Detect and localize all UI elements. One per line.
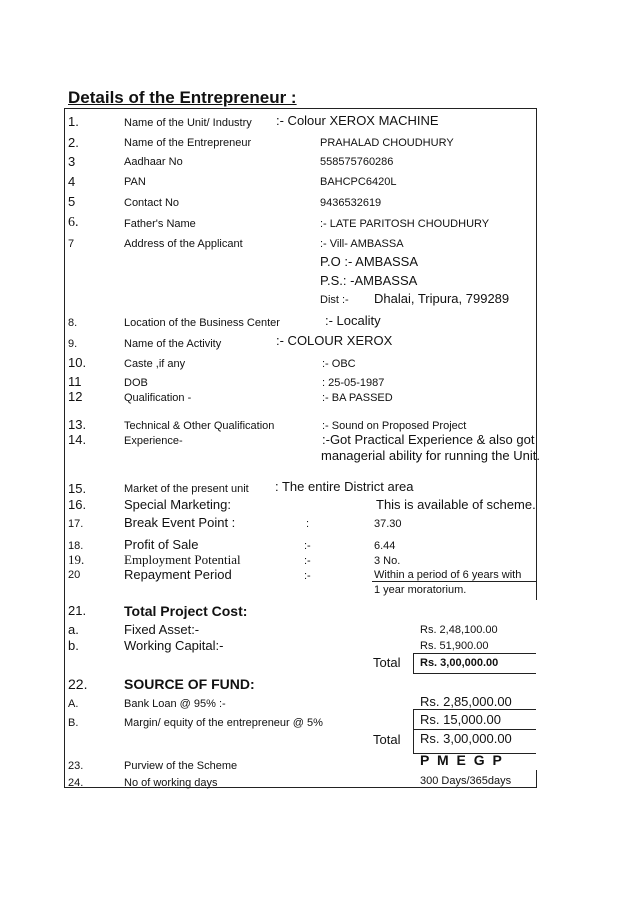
table-border-right	[536, 108, 537, 600]
row-3-number: 3	[68, 154, 76, 169]
row-15-number: 15.	[68, 481, 87, 496]
address-dist-label: Dist :-	[320, 294, 349, 306]
row-17-label: Break Event Point :	[124, 515, 236, 530]
row-11-number: 11	[68, 374, 82, 389]
row-12-label: Qualification -	[124, 392, 192, 404]
row-19-colon: :-	[304, 555, 311, 567]
row-19-number: 19.	[68, 552, 85, 567]
row-18-value: 6.44	[374, 540, 396, 552]
project-cost-heading: Total Project Cost:	[124, 603, 248, 619]
project-cost-a-value: Rs. 2,48,100.00	[420, 624, 498, 636]
row-24-number: 24.	[68, 777, 84, 789]
row-14-value: :-Got Practical Experience & also got	[322, 432, 535, 447]
page-title: Details of the Entrepreneur :	[68, 88, 297, 107]
row-18-colon: :-	[304, 540, 311, 552]
row-8-number: 8.	[68, 317, 78, 329]
repayment-underline	[372, 581, 536, 582]
project-cost-total-label: Total	[373, 655, 401, 670]
fund-rule-2	[413, 729, 536, 730]
row-4-value: BAHCPC6420L	[320, 176, 397, 188]
row-20-number: 20	[68, 569, 81, 581]
row-23-value: P M E G P	[420, 752, 504, 768]
row-8-value: :- Locality	[325, 313, 381, 328]
row-6-value: :- LATE PARITOSH CHOUDHURY	[320, 218, 490, 230]
row-7-number: 7	[68, 238, 75, 250]
fund-b-value: Rs. 15,000.00	[420, 712, 501, 727]
table-border-left	[64, 108, 65, 788]
fund-b-label: Margin/ equity of the entrepreneur @ 5%	[124, 717, 323, 729]
row-2-label: Name of the Entrepreneur	[124, 137, 252, 149]
row-11-label: DOB	[124, 377, 148, 389]
row-5-number: 5	[68, 194, 76, 209]
row-7-value: :- Vill- AMBASSA	[320, 238, 404, 250]
row-19-value: 3 No.	[374, 555, 401, 567]
fund-a-label: Bank Loan @ 95% :-	[124, 698, 226, 710]
row-7-label: Address of the Applicant	[124, 238, 243, 250]
row-16-value: This is available of scheme.	[376, 497, 536, 512]
row-1-value: :- Colour XEROX MACHINE	[276, 113, 439, 128]
row-23-label: Purview of the Scheme	[124, 760, 238, 772]
row-15-value: : The entire District area	[275, 479, 414, 494]
row-1-label: Name of the Unit/ Industry	[124, 117, 252, 129]
row-13-label: Technical & Other Qualification	[124, 420, 275, 432]
experience-line-2: managerial ability for running the Unit.	[321, 448, 540, 463]
address-ps: P.S.: -AMBASSA	[320, 273, 418, 288]
project-cost-total-rule-left	[413, 653, 414, 673]
project-cost-a-number: a.	[68, 622, 79, 637]
row-21-number: 21.	[68, 603, 87, 618]
address-po: P.O :- AMBASSA	[320, 254, 419, 269]
row-4-label: PAN	[124, 176, 146, 188]
project-cost-total-rule-top	[413, 653, 536, 654]
row-15-label: Market of the present unit	[124, 483, 249, 495]
row-20-value: Within a period of 6 years with	[374, 569, 522, 581]
row-13-value: :- Sound on Proposed Project	[322, 420, 467, 432]
row-20-colon: :-	[304, 570, 311, 582]
source-of-fund-heading: SOURCE OF FUND:	[124, 676, 255, 692]
row-24-label: No of working days	[124, 777, 218, 789]
row-16-label: Special Marketing:	[124, 497, 231, 512]
row-10-value: :- OBC	[322, 358, 356, 370]
row-10-number: 10.	[68, 355, 87, 370]
fund-b-number: B.	[68, 717, 79, 729]
row-1-number: 1.	[68, 114, 79, 129]
fund-total-value: Rs. 3,00,000.00	[420, 731, 512, 746]
row-6-label: Father's Name	[124, 218, 196, 230]
row-2-number: 2.	[68, 135, 79, 150]
row-12-number: 12	[68, 389, 83, 404]
row-23-number: 23.	[68, 760, 84, 772]
fund-rule-1	[413, 709, 536, 710]
row-19-label: Employment Potential	[124, 552, 241, 567]
row-9-label: Name of the Activity	[124, 338, 222, 350]
row-22-number: 22.	[68, 676, 88, 692]
row-12-value: :- BA PASSED	[322, 392, 393, 404]
row-9-value: :- COLOUR XEROX	[276, 333, 393, 348]
row-17-colon: :	[306, 518, 310, 530]
row-5-label: Contact No	[124, 197, 180, 209]
fund-rule-left	[413, 709, 414, 753]
row-20-label: Repayment Period	[124, 567, 232, 582]
row-14-label: Experience-	[124, 435, 183, 447]
row-6-number: 6.	[68, 215, 79, 230]
row-17-number: 17.	[68, 518, 84, 530]
row-10-label: Caste ,if any	[124, 358, 186, 370]
row-8-label: Location of the Business Center	[124, 317, 280, 329]
row-18-number: 18.	[68, 540, 84, 552]
row-16-number: 16.	[68, 497, 87, 512]
row-5-value: 9436532619	[320, 197, 382, 209]
row-11-value: : 25-05-1987	[322, 377, 385, 389]
row-18-label: Profit of Sale	[124, 537, 199, 552]
repayment-line-2: 1 year moratorium.	[374, 584, 467, 596]
row-24-value: 300 Days/365days	[420, 775, 512, 787]
project-cost-b-number: b.	[68, 638, 79, 653]
row-17-value: 37.30	[374, 518, 402, 530]
row-4-number: 4	[68, 174, 76, 189]
row-9-number: 9.	[68, 338, 78, 350]
project-cost-a-label: Fixed Asset:-	[124, 622, 200, 637]
project-cost-total-value: Rs. 3,00,000.00	[420, 657, 499, 669]
row-13-number: 13.	[68, 417, 87, 432]
row-3-value: 558575760286	[320, 156, 394, 168]
table-border-right-lower	[536, 770, 537, 788]
fund-a-number: A.	[68, 698, 79, 710]
row-3-label: Aadhaar No	[124, 156, 183, 168]
project-cost-total-rule-bottom	[413, 673, 536, 674]
address-dist-value: Dhalai, Tripura, 799289	[374, 291, 510, 306]
row-2-value: PRAHALAD CHOUDHURY	[320, 137, 454, 149]
row-14-number: 14.	[68, 432, 87, 447]
fund-total-label: Total	[373, 732, 401, 747]
project-cost-b-value: Rs. 51,900.00	[420, 640, 489, 652]
fund-a-value: Rs. 2,85,000.00	[420, 694, 512, 709]
table-border-top	[64, 108, 536, 109]
project-cost-b-label: Working Capital:-	[124, 638, 224, 653]
